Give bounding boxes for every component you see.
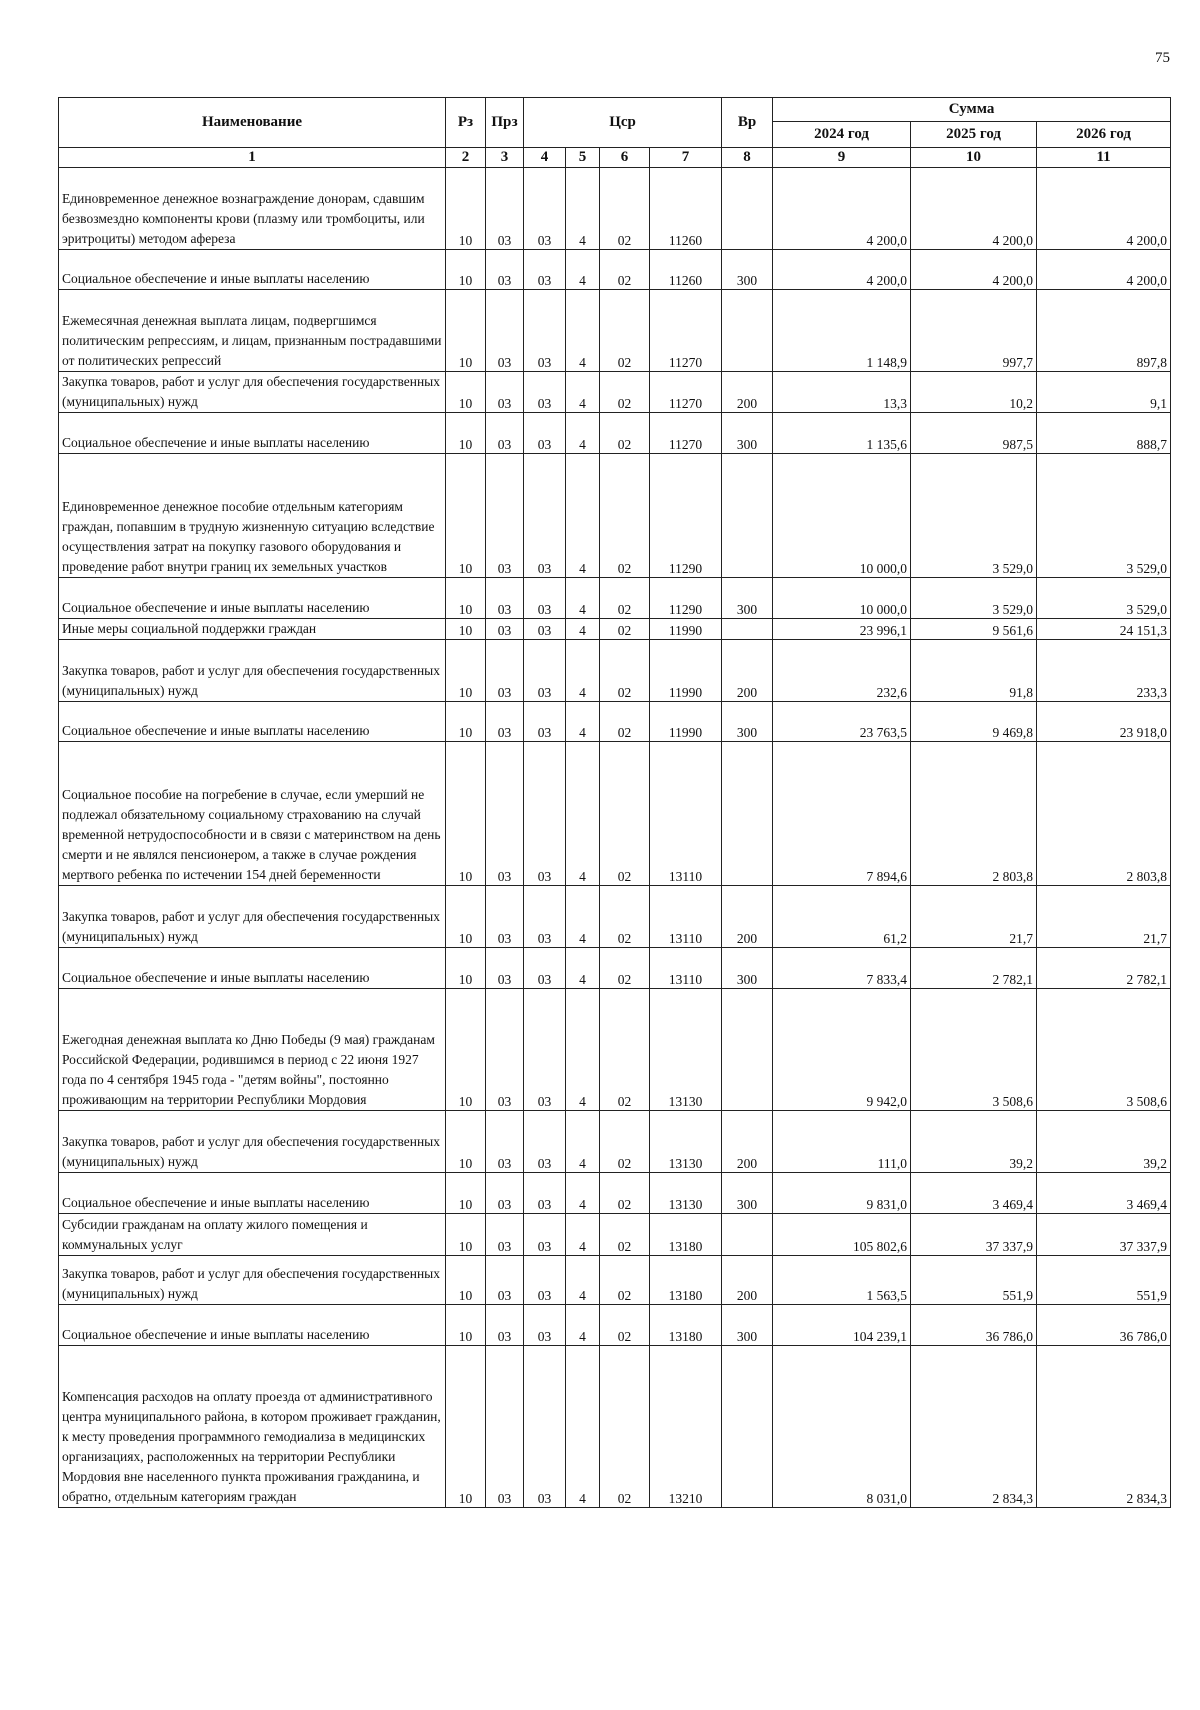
row-csr-3: 02 [600, 702, 650, 742]
row-csr-1: 03 [524, 1305, 566, 1346]
row-csr-3: 02 [600, 886, 650, 948]
row-csr-1: 03 [524, 372, 566, 413]
row-csr-4: 13130 [650, 1173, 722, 1214]
row-sum-2024: 10 000,0 [773, 454, 911, 578]
row-prz: 03 [486, 742, 524, 886]
row-prz: 03 [486, 886, 524, 948]
row-rz: 10 [446, 1256, 486, 1305]
row-sum-2024: 111,0 [773, 1111, 911, 1173]
row-csr-2: 4 [566, 619, 600, 640]
row-prz: 03 [486, 168, 524, 250]
row-csr-3: 02 [600, 619, 650, 640]
row-prz: 03 [486, 1214, 524, 1256]
row-rz: 10 [446, 578, 486, 619]
row-name: Социальное обеспечение и иные выплаты населению [59, 1305, 446, 1346]
row-sum-2024: 8 031,0 [773, 1346, 911, 1508]
row-prz: 03 [486, 454, 524, 578]
row-sum-2025: 4 200,0 [911, 250, 1037, 290]
row-sum-2024: 9 831,0 [773, 1173, 911, 1214]
row-csr-1: 03 [524, 1214, 566, 1256]
row-csr-4: 11990 [650, 619, 722, 640]
row-vr: 200 [722, 372, 773, 413]
row-csr-1: 03 [524, 578, 566, 619]
row-name: Закупка товаров, работ и услуг для обеспечения государственных (муниципальных) нужд [59, 640, 446, 702]
row-prz: 03 [486, 372, 524, 413]
row-vr: 300 [722, 702, 773, 742]
row-vr [722, 290, 773, 372]
row-rz: 10 [446, 702, 486, 742]
table-row [59, 1346, 1171, 1508]
table-row [59, 948, 1171, 989]
table-row [59, 886, 1171, 948]
row-sum-2025: 987,5 [911, 413, 1037, 454]
row-csr-3: 02 [600, 1214, 650, 1256]
row-csr-3: 02 [600, 1346, 650, 1508]
row-csr-3: 02 [600, 413, 650, 454]
row-csr-1: 03 [524, 619, 566, 640]
row-csr-2: 4 [566, 1256, 600, 1305]
row-vr: 200 [722, 640, 773, 702]
row-rz: 10 [446, 1346, 486, 1508]
row-prz: 03 [486, 948, 524, 989]
row-sum-2025: 3 508,6 [911, 989, 1037, 1111]
row-csr-2: 4 [566, 1111, 600, 1173]
row-csr-2: 4 [566, 742, 600, 886]
row-name: Единовременное денежное пособие отдельным категориям граждан, попавшим в трудную жизненную ситуацию вследствие осуществления затрат на покупку газового оборудования и проведение работ внутри границ их земельных участков [59, 454, 446, 578]
col-number: 4 [524, 148, 566, 168]
row-sum-2026: 3 529,0 [1037, 578, 1171, 619]
header-sum: Сумма [773, 98, 1171, 122]
row-vr [722, 619, 773, 640]
row-csr-3: 02 [600, 948, 650, 989]
row-vr [722, 989, 773, 1111]
row-csr-4: 13130 [650, 989, 722, 1111]
row-rz: 10 [446, 290, 486, 372]
row-sum-2024: 1 135,6 [773, 413, 911, 454]
row-prz: 03 [486, 578, 524, 619]
row-rz: 10 [446, 742, 486, 886]
row-sum-2025: 91,8 [911, 640, 1037, 702]
row-sum-2025: 36 786,0 [911, 1305, 1037, 1346]
row-vr [722, 1214, 773, 1256]
row-sum-2025: 997,7 [911, 290, 1037, 372]
row-csr-4: 13110 [650, 886, 722, 948]
row-vr [722, 1346, 773, 1508]
col-number: 7 [650, 148, 722, 168]
row-sum-2025: 9 561,6 [911, 619, 1037, 640]
row-csr-1: 03 [524, 454, 566, 578]
row-csr-2: 4 [566, 640, 600, 702]
row-vr: 200 [722, 1256, 773, 1305]
row-sum-2024: 7 833,4 [773, 948, 911, 989]
col-number: 3 [486, 148, 524, 168]
table-row [59, 454, 1171, 578]
row-sum-2026: 9,1 [1037, 372, 1171, 413]
row-csr-3: 02 [600, 578, 650, 619]
table-row [59, 1111, 1171, 1173]
col-number: 11 [1037, 148, 1171, 168]
col-number: 8 [722, 148, 773, 168]
row-csr-1: 03 [524, 290, 566, 372]
row-csr-1: 03 [524, 168, 566, 250]
row-name: Единовременное денежное вознаграждение донорам, сдавшим безвозмездно компоненты крови (плазму или тромбоциты, или эритроциты) методом афереза [59, 168, 446, 250]
row-sum-2024: 105 802,6 [773, 1214, 911, 1256]
table-body [59, 168, 1171, 1508]
row-sum-2024: 1 563,5 [773, 1256, 911, 1305]
row-csr-2: 4 [566, 250, 600, 290]
row-sum-2024: 104 239,1 [773, 1305, 911, 1346]
row-csr-4: 11990 [650, 640, 722, 702]
row-sum-2026: 24 151,3 [1037, 619, 1171, 640]
row-csr-2: 4 [566, 372, 600, 413]
row-csr-4: 11270 [650, 290, 722, 372]
row-name: Ежемесячная денежная выплата лицам, подвергшимся политическим репрессиям, и лицам, признанным пострадавшими от политических репрессий [59, 290, 446, 372]
row-rz: 10 [446, 250, 486, 290]
row-sum-2024: 9 942,0 [773, 989, 911, 1111]
table-row [59, 1214, 1171, 1256]
row-sum-2026: 2 782,1 [1037, 948, 1171, 989]
row-prz: 03 [486, 1111, 524, 1173]
row-sum-2024: 23 996,1 [773, 619, 911, 640]
table-row [59, 619, 1171, 640]
row-name: Социальное пособие на погребение в случае, если умерший не подлежал обязательному социальному страхованию на случай временной нетрудоспособности и в связи с материнством на день смерти и не являлся пенсионером, а также в случае рождения мертвого ребенка по истечении 154 дней беременности [59, 742, 446, 886]
row-vr [722, 168, 773, 250]
row-rz: 10 [446, 372, 486, 413]
row-name: Ежегодная денежная выплата ко Дню Победы (9 мая) гражданам Российской Федерации, родившимся в период с 22 июня 1927 года по 4 сентября 1945 года - "детям войны", постоянно проживающим на территории Республики Мордовия [59, 989, 446, 1111]
row-name: Социальное обеспечение и иные выплаты населению [59, 1173, 446, 1214]
row-sum-2026: 3 529,0 [1037, 454, 1171, 578]
row-csr-1: 03 [524, 742, 566, 886]
row-prz: 03 [486, 640, 524, 702]
row-sum-2026: 551,9 [1037, 1256, 1171, 1305]
row-sum-2026: 2 834,3 [1037, 1346, 1171, 1508]
row-name: Закупка товаров, работ и услуг для обеспечения государственных (муниципальных) нужд [59, 372, 446, 413]
row-sum-2025: 3 529,0 [911, 454, 1037, 578]
row-name: Субсидии гражданам на оплату жилого помещения и коммунальных услуг [59, 1214, 446, 1256]
row-csr-4: 13110 [650, 948, 722, 989]
row-csr-1: 03 [524, 886, 566, 948]
col-number: 5 [566, 148, 600, 168]
row-csr-2: 4 [566, 1214, 600, 1256]
row-csr-4: 11260 [650, 250, 722, 290]
row-name: Иные меры социальной поддержки граждан [59, 619, 446, 640]
header-csr: Цср [524, 98, 722, 148]
header-vr: Вр [722, 98, 773, 148]
row-csr-2: 4 [566, 1305, 600, 1346]
row-csr-2: 4 [566, 290, 600, 372]
row-sum-2026: 888,7 [1037, 413, 1171, 454]
header-prz: Прз [486, 98, 524, 148]
col-number: 9 [773, 148, 911, 168]
row-csr-2: 4 [566, 168, 600, 250]
row-sum-2026: 2 803,8 [1037, 742, 1171, 886]
table-row [59, 290, 1171, 372]
row-csr-4: 11290 [650, 454, 722, 578]
row-csr-3: 02 [600, 989, 650, 1111]
row-sum-2026: 23 918,0 [1037, 702, 1171, 742]
row-name: Социальное обеспечение и иные выплаты населению [59, 250, 446, 290]
row-csr-1: 03 [524, 1173, 566, 1214]
row-csr-2: 4 [566, 413, 600, 454]
table-row [59, 1173, 1171, 1214]
row-csr-3: 02 [600, 454, 650, 578]
row-name: Компенсация расходов на оплату проезда от административного центра муниципального района, в котором проживает гражданин, к месту проведения программного гемодиализа в медицинских организациях, расположенных на территории Республики Мордовия вне населенного пункта проживания гражданина, и обратно, отдельным категориям граждан [59, 1346, 446, 1508]
row-csr-3: 02 [600, 1111, 650, 1173]
row-sum-2024: 10 000,0 [773, 578, 911, 619]
row-name: Закупка товаров, работ и услуг для обеспечения государственных (муниципальных) нужд [59, 1256, 446, 1305]
row-rz: 10 [446, 454, 486, 578]
row-vr: 300 [722, 1305, 773, 1346]
row-csr-3: 02 [600, 1173, 650, 1214]
table-row [59, 1305, 1171, 1346]
row-prz: 03 [486, 1305, 524, 1346]
row-rz: 10 [446, 1214, 486, 1256]
row-csr-4: 11260 [650, 168, 722, 250]
row-vr: 300 [722, 1173, 773, 1214]
row-sum-2026: 39,2 [1037, 1111, 1171, 1173]
row-sum-2026: 4 200,0 [1037, 168, 1171, 250]
row-csr-1: 03 [524, 250, 566, 290]
table-row [59, 640, 1171, 702]
header-row [59, 98, 1171, 122]
row-csr-3: 02 [600, 168, 650, 250]
row-csr-4: 11270 [650, 413, 722, 454]
row-csr-4: 13210 [650, 1346, 722, 1508]
row-sum-2025: 9 469,8 [911, 702, 1037, 742]
row-csr-4: 13110 [650, 742, 722, 886]
header-year-2025: 2025 год [911, 122, 1037, 148]
table-row [59, 742, 1171, 886]
row-csr-2: 4 [566, 578, 600, 619]
row-sum-2025: 37 337,9 [911, 1214, 1037, 1256]
header-rz: Рз [446, 98, 486, 148]
row-vr: 200 [722, 1111, 773, 1173]
row-prz: 03 [486, 250, 524, 290]
row-csr-4: 11990 [650, 702, 722, 742]
row-prz: 03 [486, 702, 524, 742]
col-number: 6 [600, 148, 650, 168]
row-csr-1: 03 [524, 640, 566, 702]
row-sum-2024: 1 148,9 [773, 290, 911, 372]
row-prz: 03 [486, 619, 524, 640]
row-csr-1: 03 [524, 1111, 566, 1173]
row-rz: 10 [446, 989, 486, 1111]
row-rz: 10 [446, 640, 486, 702]
row-csr-4: 11270 [650, 372, 722, 413]
row-rz: 10 [446, 619, 486, 640]
table-row [59, 250, 1171, 290]
row-sum-2024: 4 200,0 [773, 250, 911, 290]
row-sum-2025: 551,9 [911, 1256, 1037, 1305]
row-sum-2025: 2 803,8 [911, 742, 1037, 886]
row-csr-4: 13130 [650, 1111, 722, 1173]
row-sum-2026: 37 337,9 [1037, 1214, 1171, 1256]
row-vr: 300 [722, 948, 773, 989]
table-row [59, 413, 1171, 454]
row-rz: 10 [446, 948, 486, 989]
row-csr-1: 03 [524, 702, 566, 742]
row-csr-1: 03 [524, 948, 566, 989]
header-name: Наименование [59, 98, 446, 148]
row-csr-3: 02 [600, 290, 650, 372]
row-prz: 03 [486, 1346, 524, 1508]
row-name: Социальное обеспечение и иные выплаты населению [59, 948, 446, 989]
row-vr: 300 [722, 578, 773, 619]
row-csr-2: 4 [566, 454, 600, 578]
row-prz: 03 [486, 1256, 524, 1305]
row-vr: 300 [722, 250, 773, 290]
row-sum-2024: 232,6 [773, 640, 911, 702]
row-csr-4: 13180 [650, 1214, 722, 1256]
row-sum-2025: 2 834,3 [911, 1346, 1037, 1508]
row-csr-2: 4 [566, 886, 600, 948]
row-sum-2026: 4 200,0 [1037, 250, 1171, 290]
row-name: Социальное обеспечение и иные выплаты населению [59, 702, 446, 742]
row-csr-3: 02 [600, 742, 650, 886]
row-name: Закупка товаров, работ и услуг для обеспечения государственных (муниципальных) нужд [59, 886, 446, 948]
header-year-2026: 2026 год [1037, 122, 1171, 148]
row-sum-2024: 13,3 [773, 372, 911, 413]
row-rz: 10 [446, 413, 486, 454]
row-csr-2: 4 [566, 989, 600, 1111]
row-prz: 03 [486, 413, 524, 454]
row-sum-2024: 4 200,0 [773, 168, 911, 250]
row-sum-2025: 3 469,4 [911, 1173, 1037, 1214]
row-sum-2025: 10,2 [911, 372, 1037, 413]
row-rz: 10 [446, 1305, 486, 1346]
row-sum-2024: 7 894,6 [773, 742, 911, 886]
row-csr-2: 4 [566, 702, 600, 742]
row-csr-3: 02 [600, 250, 650, 290]
row-name: Закупка товаров, работ и услуг для обеспечения государственных (муниципальных) нужд [59, 1111, 446, 1173]
row-rz: 10 [446, 1111, 486, 1173]
row-sum-2025: 3 529,0 [911, 578, 1037, 619]
table-row [59, 702, 1171, 742]
row-name: Социальное обеспечение и иные выплаты населению [59, 413, 446, 454]
table-row [59, 168, 1171, 250]
row-prz: 03 [486, 1173, 524, 1214]
row-csr-1: 03 [524, 1346, 566, 1508]
column-numbers-row [59, 148, 1171, 168]
row-prz: 03 [486, 290, 524, 372]
row-csr-3: 02 [600, 640, 650, 702]
row-csr-2: 4 [566, 1173, 600, 1214]
row-csr-3: 02 [600, 1305, 650, 1346]
col-number: 1 [59, 148, 446, 168]
row-prz: 03 [486, 989, 524, 1111]
table-row [59, 1256, 1171, 1305]
row-sum-2026: 3 508,6 [1037, 989, 1171, 1111]
row-csr-2: 4 [566, 1346, 600, 1508]
row-csr-1: 03 [524, 1256, 566, 1305]
row-sum-2024: 61,2 [773, 886, 911, 948]
row-csr-2: 4 [566, 948, 600, 989]
row-csr-4: 13180 [650, 1305, 722, 1346]
row-vr [722, 454, 773, 578]
row-vr [722, 742, 773, 886]
row-sum-2025: 39,2 [911, 1111, 1037, 1173]
row-sum-2026: 233,3 [1037, 640, 1171, 702]
row-csr-1: 03 [524, 413, 566, 454]
row-vr: 300 [722, 413, 773, 454]
table-row [59, 578, 1171, 619]
col-number: 10 [911, 148, 1037, 168]
table-row [59, 989, 1171, 1111]
row-rz: 10 [446, 168, 486, 250]
row-csr-4: 13180 [650, 1256, 722, 1305]
header-year-2024: 2024 год [773, 122, 911, 148]
row-csr-3: 02 [600, 1256, 650, 1305]
row-sum-2026: 3 469,4 [1037, 1173, 1171, 1214]
col-number: 2 [446, 148, 486, 168]
row-vr: 200 [722, 886, 773, 948]
row-name: Социальное обеспечение и иные выплаты населению [59, 578, 446, 619]
row-sum-2024: 23 763,5 [773, 702, 911, 742]
row-csr-4: 11290 [650, 578, 722, 619]
row-csr-3: 02 [600, 372, 650, 413]
page-number: 75 [1155, 50, 1170, 66]
table-row [59, 372, 1171, 413]
budget-table [58, 97, 1171, 1508]
row-sum-2026: 897,8 [1037, 290, 1171, 372]
row-rz: 10 [446, 886, 486, 948]
row-csr-1: 03 [524, 989, 566, 1111]
row-sum-2025: 2 782,1 [911, 948, 1037, 989]
row-rz: 10 [446, 1173, 486, 1214]
row-sum-2025: 4 200,0 [911, 168, 1037, 250]
row-sum-2025: 21,7 [911, 886, 1037, 948]
row-sum-2026: 21,7 [1037, 886, 1171, 948]
row-sum-2026: 36 786,0 [1037, 1305, 1171, 1346]
